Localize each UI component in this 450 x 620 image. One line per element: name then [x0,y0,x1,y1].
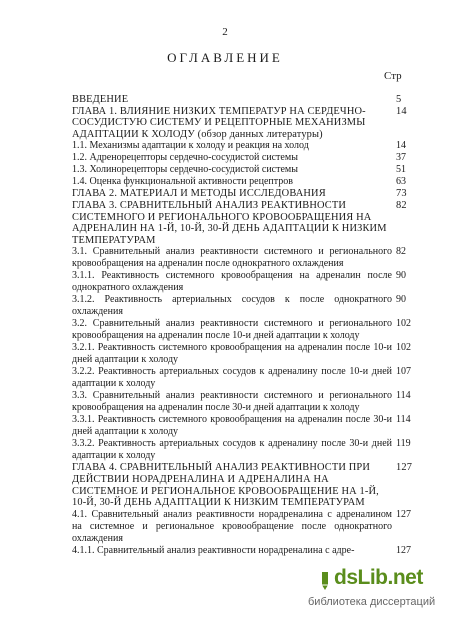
toc-section-entry [72,270,424,294]
toc-section-entry [72,318,424,342]
toc-entry-text: ГЛАВА 3. СРАВНИТЕЛЬНЫЙ АНАЛИЗ РЕАКТИВНОСТИ СИСТЕМНОГО И РЕГИОНАЛЬНОГО КРОВООБРАЩЕНИЯ НА АДРЕНАЛИН НА 1-Й, 10-Й, 30-Й ДЕНЬ АДАПТАЦИИ К НИЗКИМ ТЕМПЕРАТУРАМ [72,199,387,246]
toc-entry-text: 3.2. Сравнительный анализ реактивности системного и регионального кровообращения на адреналин после 10-и дней адаптации к холоду [72,318,392,342]
toc-entry-text: ГЛАВА 1. ВЛИЯНИЕ НИЗКИХ ТЕМПЕРАТУР НА СЕРДЕЧНО-СОСУДИСТУЮ СИСТЕМУ И РЕЦЕПТОРНЫЕ МЕХАНИЗМЫ АДАПТАЦИИ К ХОЛОДУ (обзор данных литературы) [72,105,366,140]
toc-entry-page: 107 [396,366,411,378]
toc-section-entry [72,164,424,176]
toc-entry-text: 1.2. Адренорецепторы сердечно-сосудистой системы [72,152,298,164]
toc-section-entry [72,152,424,164]
toc-title: ОГЛАВЛЕНИЕ [167,50,283,65]
toc-chapter-entry [72,188,424,200]
toc-section-entry [72,294,424,318]
table-of-contents [72,94,424,557]
toc-section-entry [72,390,424,414]
pencil-icon [320,570,332,592]
toc-entry-text: 1.4. Оценка функциональной активности рецептров [72,176,293,188]
toc-entry-text: 3.3.2. Реактивность артериальных сосудов к адреналину после 30-и дней адаптации к холоду [72,438,392,462]
toc-entry-page: 114 [396,390,411,402]
toc-entry-text: 3.1.2. Реактивность артериальных сосудов к после однократного охлаждения [72,294,392,318]
toc-entry-page: 82 [396,246,406,258]
page-column-header: Стр [384,70,402,82]
toc-entry-text: 1.3. Холинорецепторы сердечно-сосудистой системы [72,164,298,176]
toc-entry-page: 119 [396,438,411,450]
toc-entry-text: 3.2.1. Реактивность системного кровообращения на адреналин после 10-и дней адаптации к холоду [72,342,392,366]
toc-entry-page: 127 [396,508,411,520]
toc-entry-page: 63 [396,176,406,188]
toc-entry-text: 3.1. Сравнительный анализ реактивности системного и регионального кровообращения на адреналин после однократного охлаждения [72,246,392,270]
toc-entry-page: 127 [396,462,413,474]
watermark-subtitle: библиотека диссертаций [308,596,436,608]
toc-section-entry [72,366,424,390]
toc-entry-page: 102 [396,318,411,330]
toc-entry-page: 37 [396,152,406,164]
toc-section-entry [72,342,424,366]
dslib-watermark [308,566,448,616]
toc-section-entry [72,545,424,557]
toc-entry-page: 51 [396,164,406,176]
toc-section-entry [72,246,424,270]
toc-section-entry [72,176,424,188]
toc-entry-text: ГЛАВА 2. МАТЕРИАЛ И МЕТОДЫ ИССЛЕДОВАНИЯ [72,188,326,200]
toc-entry-text: 4.1.1. Сравнительный анализ реактивности норадреналина с адре- [72,544,355,556]
toc-entry-text: 1.1. Механизмы адаптации к холоду и реакция на холод [72,140,309,152]
toc-entry-page: 90 [396,294,406,306]
toc-entry-page: 102 [396,342,411,354]
toc-entry-text: 3.3. Сравнительный анализ реактивности системного и регионального кровообращения на адреналин после 30-и дней адаптации к холоду [72,390,392,414]
toc-section-entry [72,414,424,438]
toc-entry-page: 114 [396,414,411,426]
toc-chapter-entry [72,200,424,246]
toc-entry-text: 4.1. Сравнительный анализ реактивности норадреналина с адреналином на системное и региональное кровообращение после однократного охлаждения [72,508,392,544]
toc-entry-page: 5 [396,94,402,105]
page-number: 2 [222,26,228,38]
toc-entry-page: 82 [396,199,407,211]
toc-entry-text: ВВЕДЕНИЕ [72,94,129,105]
toc-chapter-entry [72,462,424,508]
toc-chapter-entry [72,94,424,106]
toc-entry-page: 90 [396,270,406,282]
toc-entry-page: 14 [396,140,406,152]
toc-section-entry [72,140,424,152]
toc-entry-text: ГЛАВА 4. СРАВНИТЕЛЬНЫЙ АНАЛИЗ РЕАКТИВНОСТИ ПРИ ДЕЙСТВИИ НОРАДРЕНАЛИНА И АДРЕНАЛИНА НА СИСТЕМНОЕ И РЕГИОНАЛЬНОЕ КРОВООБРАЩЕНИЕ НА 1-Й, 10-Й, 30-Й ДЕНЬ АДАПТАЦИИ К НИЗКИМ ТЕМПЕРАТУРАМ [72,462,379,509]
toc-entry-text: 3.1.1. Реактивность системного кровообращения на адреналин после однократного охлаждения [72,270,392,294]
toc-entry-text: 3.3.1. Реактивность системного кровообращения на адреналин после 30-и дней адаптации к холоду [72,414,392,438]
toc-chapter-entry [72,106,424,141]
toc-entry-page: 73 [396,188,407,200]
watermark-brand: dsLib.net [334,566,423,589]
toc-entry-page: 127 [396,544,411,556]
toc-entry-page: 14 [396,105,407,117]
toc-section-entry [72,438,424,462]
toc-section-entry [72,509,424,545]
toc-entry-text: 3.2.2. Реактивность артериальных сосудов к адреналину после 10-и дней адаптации к холоду [72,366,392,390]
